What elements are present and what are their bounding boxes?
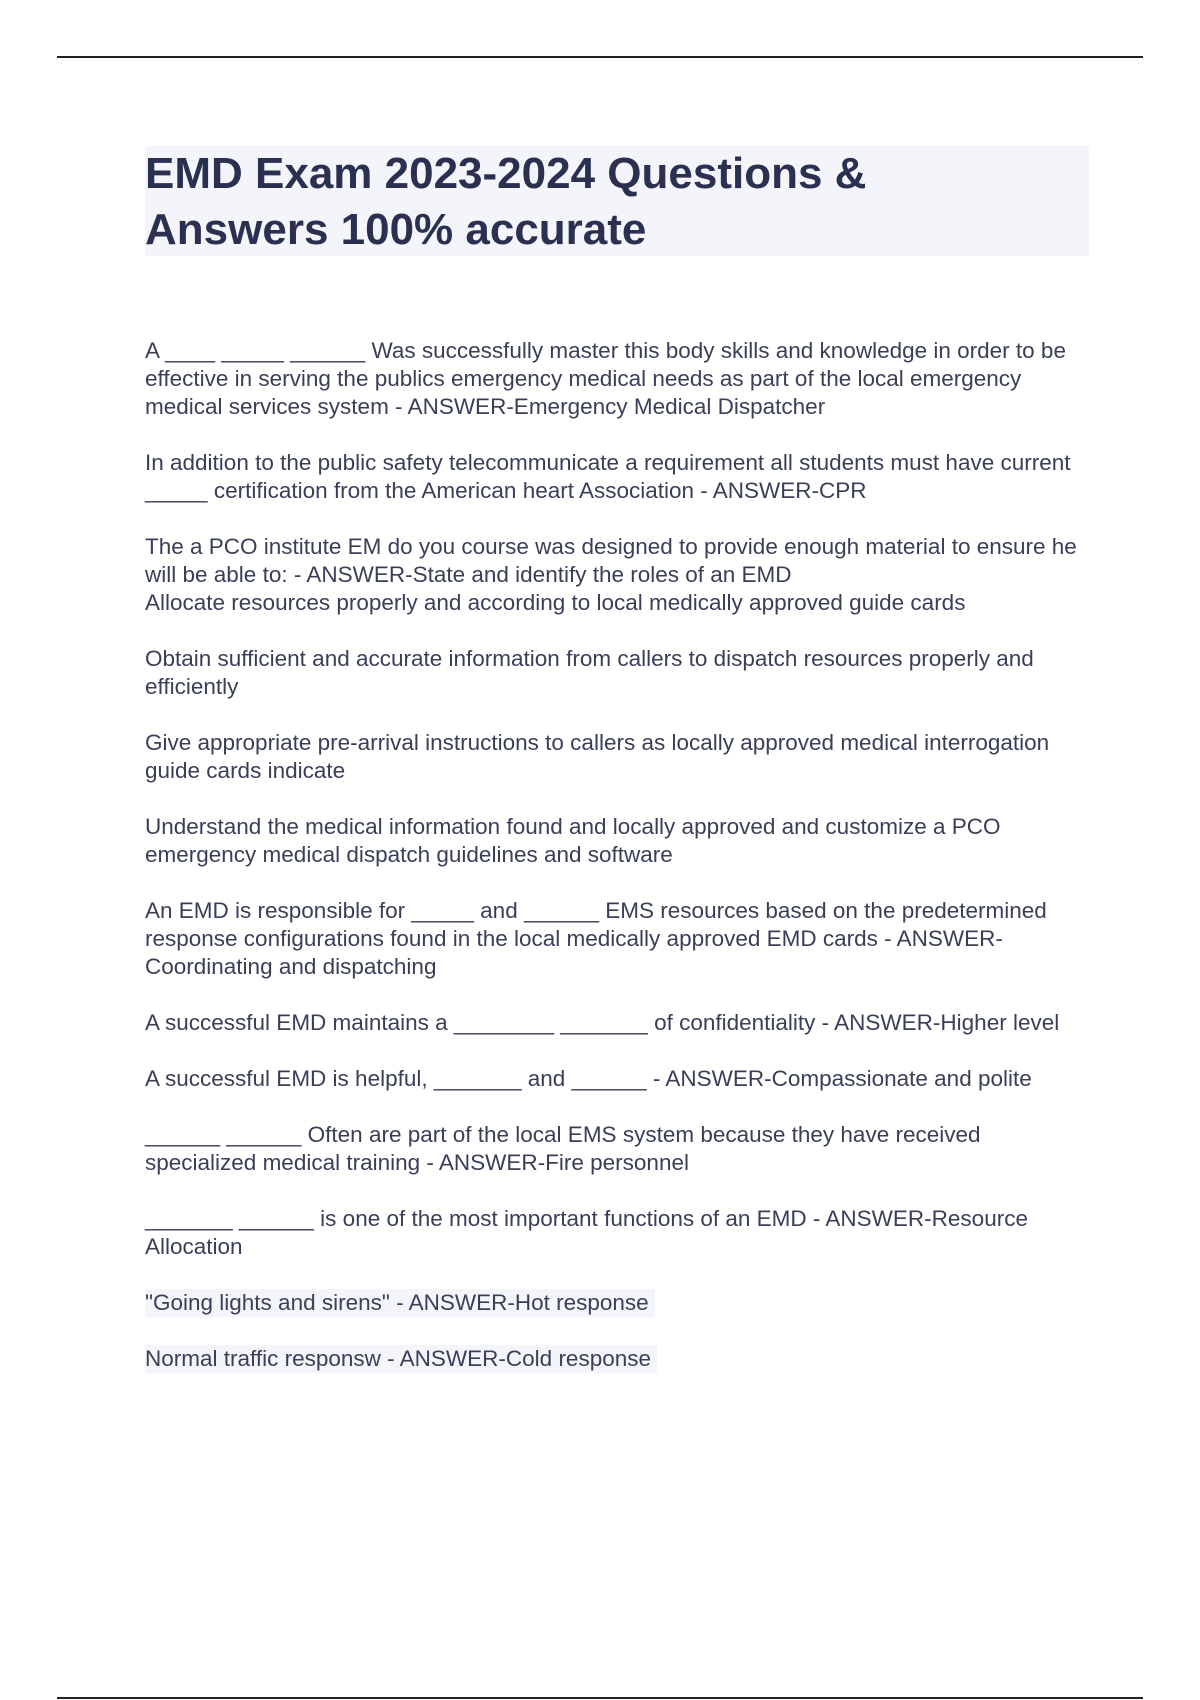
bottom-rule: [57, 1697, 1143, 1699]
qa-item: [145, 1289, 1085, 1317]
qa-text: The a PCO institute EM do you course was designed to provide enough material to ensure he will be able to: - ANSWER-State and identify the roles of an EMD: [145, 534, 1077, 587]
qa-text: Allocate resources properly and according to local medically approved guide cards: [145, 590, 966, 615]
qa-item: [145, 1065, 1085, 1093]
qa-text: Understand the medical information found and locally approved and customize a PCO emergency medical dispatch guidelines and software: [145, 814, 1001, 867]
qa-text: ______ ______ Often are part of the local EMS system because they have received specialized medical training - ANSWER-Fire personnel: [145, 1122, 981, 1175]
qa-list: [145, 337, 1085, 1401]
qa-text: A successful EMD maintains a ________ _______ of confidentiality - ANSWER-Higher level: [145, 1010, 1060, 1035]
qa-item: [145, 1121, 1085, 1177]
qa-item: [145, 729, 1085, 785]
qa-text: A ____ _____ ______ Was successfully master this body skills and knowledge in order to be effective in serving the publics emergency medical needs as part of the local emergency medical services system - ANSWER-Emergency Medical Dispatcher: [145, 338, 1066, 419]
qa-text: An EMD is responsible for _____ and ______ EMS resources based on the predetermined response configurations found in the local medically approved EMD cards - ANSWER-Coordinating and dispatching: [145, 898, 1047, 979]
qa-item: [145, 533, 1085, 589]
qa-item: [145, 897, 1085, 981]
qa-text: _______ ______ is one of the most important functions of an EMD - ANSWER-Resource Allocation: [145, 1206, 1028, 1259]
qa-item: [145, 1009, 1085, 1037]
qa-item: [145, 813, 1085, 869]
qa-text: Normal traffic responsw - ANSWER-Cold response: [145, 1345, 657, 1373]
qa-item: [145, 589, 1085, 617]
qa-text: In addition to the public safety telecommunicate a requirement all students must have current _____ certification from the American heart Association - ANSWER-CPR: [145, 450, 1071, 503]
qa-text: Obtain sufficient and accurate information from callers to dispatch resources properly and efficiently: [145, 646, 1034, 699]
qa-text: "Going lights and sirens" - ANSWER-Hot response: [145, 1289, 655, 1317]
qa-item: [145, 645, 1085, 701]
qa-item: [145, 1205, 1085, 1261]
top-rule: [57, 56, 1143, 58]
qa-text: A successful EMD is helpful, _______ and ______ - ANSWER-Compassionate and polite: [145, 1066, 1032, 1091]
qa-item: [145, 337, 1085, 421]
title-block: [145, 146, 1089, 256]
document-title: EMD Exam 2023-2024 Questions & Answers 100% accurate: [145, 149, 867, 254]
qa-text: Give appropriate pre-arrival instructions to callers as locally approved medical interrogation guide cards indicate: [145, 730, 1050, 783]
qa-item: [145, 449, 1085, 505]
qa-item: [145, 1345, 1085, 1373]
